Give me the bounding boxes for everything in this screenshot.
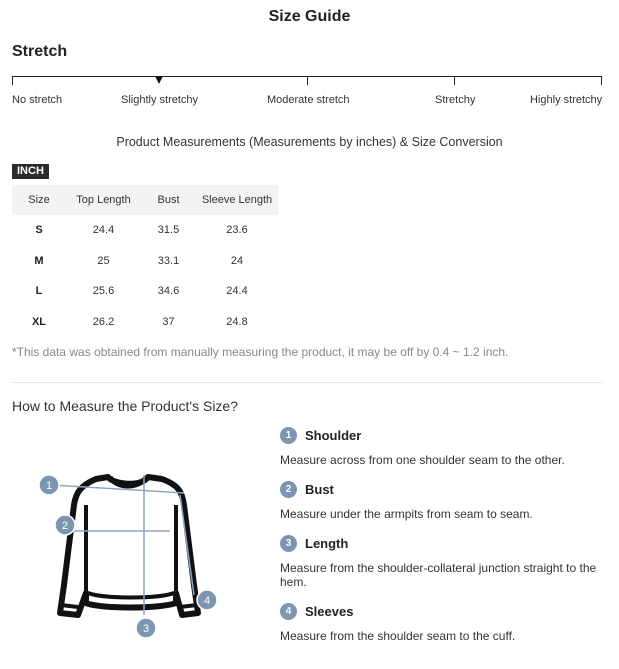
number-badge-icon: 1 xyxy=(280,427,297,444)
table-row xyxy=(12,307,278,338)
diagram-badge-3 xyxy=(136,618,156,638)
diagram-badge-1 xyxy=(39,475,59,495)
measure-item-shoulder xyxy=(280,427,361,444)
stretch-label-moderate: Moderate stretch xyxy=(267,94,350,106)
sleeve-length-cell: 23.6 xyxy=(226,224,248,237)
bust-cell: 34.6 xyxy=(157,285,180,298)
stretch-tick xyxy=(454,76,455,85)
how-to-heading: How to Measure the Product's Size? xyxy=(12,398,239,414)
top-length-cell: 24.4 xyxy=(92,224,115,237)
measure-item-desc: Measure from the shoulder-collateral junction straight to the hem. xyxy=(280,561,597,589)
top-length-cell: 25.6 xyxy=(92,285,115,298)
bust-cell: 33.1 xyxy=(157,254,180,267)
measure-item-desc: Measure from the shoulder seam to the cuff. xyxy=(280,629,516,643)
bust-cell: 37 xyxy=(162,315,175,328)
bust-cell: 31.5 xyxy=(157,224,180,237)
diagram-badge-label: 2 xyxy=(61,520,69,532)
measurements-subtitle: Product Measurements (Measurements by inches) & Size Conversion xyxy=(116,135,503,149)
column-header-size: Size xyxy=(12,185,66,215)
stretch-tick xyxy=(12,76,13,85)
column-header-bust: Bust xyxy=(141,185,196,215)
stretch-label-none: No stretch xyxy=(12,94,63,106)
table-row xyxy=(12,215,278,246)
size-cell: L xyxy=(35,285,43,298)
top-length-cell: 25 xyxy=(97,254,110,267)
stretch-tick xyxy=(601,76,602,85)
measure-item-sleeves xyxy=(280,603,353,620)
stretch-tick xyxy=(307,76,308,85)
sleeve-length-cell: 24.8 xyxy=(226,315,248,328)
column-header-top-length: Top Length xyxy=(66,185,141,215)
measurement-note: *This data was obtained from manually measuring the product, it may be off by 0.4 ~ 1.2 inch. xyxy=(12,345,509,359)
diagram-badge-4 xyxy=(197,590,217,610)
measure-item-title: Sleeves xyxy=(305,604,354,620)
measure-item-title: Bust xyxy=(305,482,334,498)
sleeve-length-cell: 24.4 xyxy=(226,285,248,298)
size-cell: M xyxy=(34,254,44,267)
measure-item-desc: Measure under the armpits from seam to seam. xyxy=(280,507,533,521)
measure-item-desc: Measure across from one shoulder seam to the other. xyxy=(280,453,565,467)
stretch-label-stretchy: Stretchy xyxy=(435,94,476,106)
diagram-badge-label: 3 xyxy=(142,623,150,635)
measure-item-title: Shoulder xyxy=(305,428,362,444)
number-badge-icon: 3 xyxy=(280,535,297,552)
stretch-label-high: Highly stretchy xyxy=(530,94,603,106)
measure-item-bust xyxy=(280,481,334,498)
sleeve-length-cell: 24 xyxy=(230,254,244,267)
size-cell: S xyxy=(35,224,43,237)
size-cell: XL xyxy=(31,315,47,328)
column-header-sleeve-length: Sleeve Length xyxy=(196,185,278,215)
size-table xyxy=(12,185,278,337)
page-title: Size Guide xyxy=(268,8,351,25)
measure-item-title: Length xyxy=(305,536,349,552)
measure-item-length xyxy=(280,535,348,552)
unit-badge[interactable]: INCH xyxy=(12,164,49,179)
table-row xyxy=(12,246,278,277)
table-header-row xyxy=(12,185,278,215)
diagram-badge-label: 4 xyxy=(203,595,211,607)
table-row xyxy=(12,276,278,307)
stretch-marker-icon xyxy=(155,76,163,84)
diagram-badge-2 xyxy=(55,515,75,535)
number-badge-icon: 4 xyxy=(280,603,297,620)
stretch-label-slight: Slightly stretchy xyxy=(121,94,199,106)
top-length-cell: 26.2 xyxy=(92,315,115,328)
number-badge-icon: 2 xyxy=(280,481,297,498)
stretch-heading: Stretch xyxy=(12,43,68,60)
sweatshirt-outline-icon xyxy=(30,465,230,645)
section-divider xyxy=(12,382,602,383)
diagram-badge-label: 1 xyxy=(45,480,53,492)
